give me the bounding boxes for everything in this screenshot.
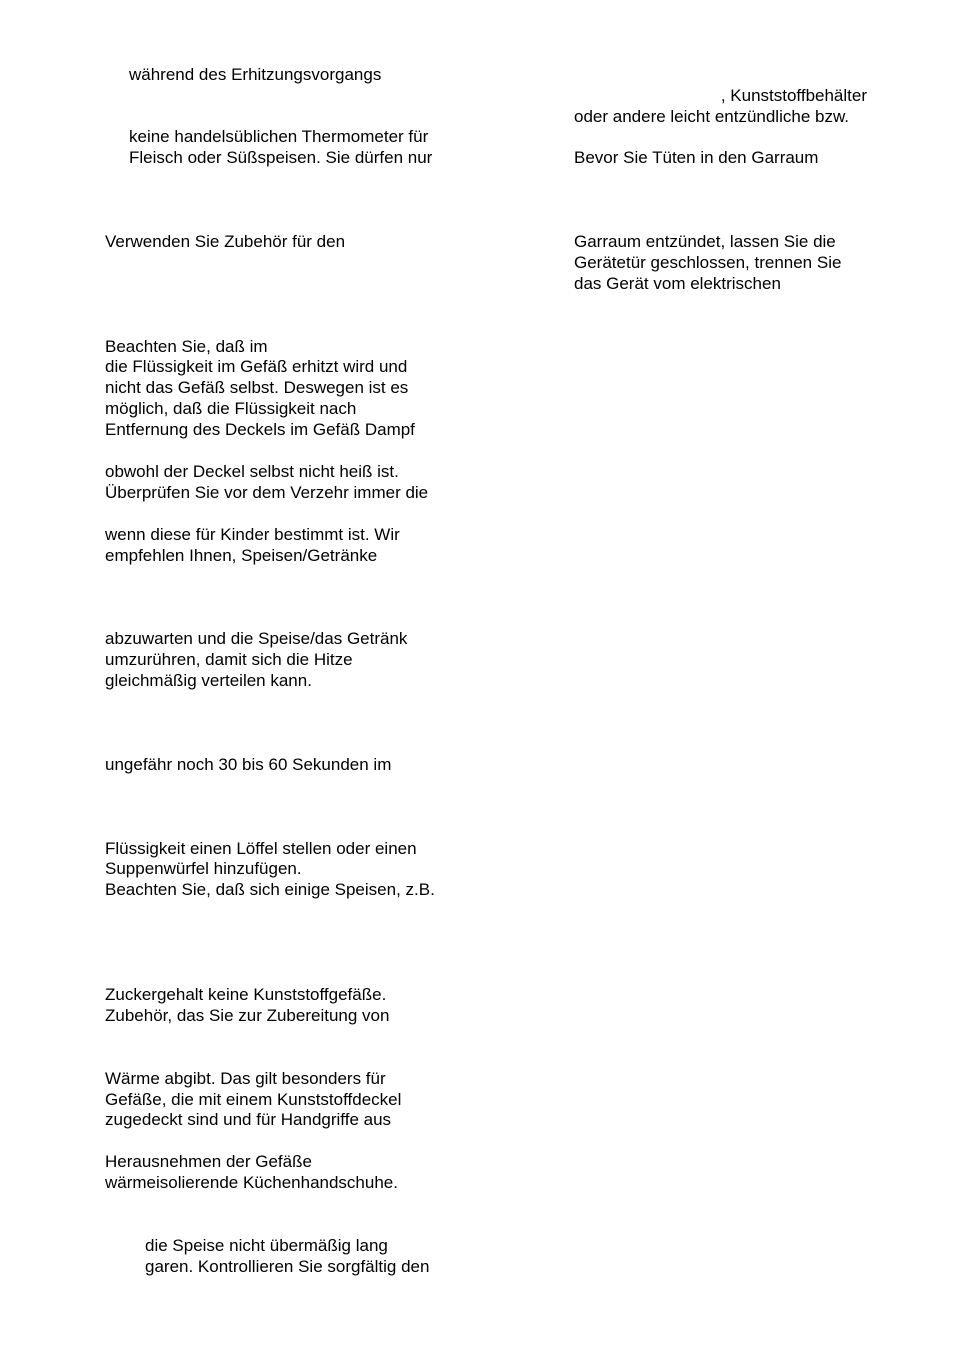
text-line: Zuckergehalt keine Kunststoffgefäße. (105, 985, 387, 1004)
text-line: Flüssigkeit einen Löffel stellen oder einen (105, 839, 417, 858)
text-line: Herausnehmen der Gefäße (105, 1152, 312, 1171)
text-line: die Speise nicht übermäßig lang (145, 1236, 388, 1255)
text-line: gleichmäßig verteilen kann. (105, 671, 312, 690)
text-line: Fleisch oder Süßspeisen. Sie dürfen nur (129, 148, 433, 167)
text-line: Wärme abgibt. Das gilt besonders für (105, 1069, 386, 1088)
text-line: Garraum entzündet, lassen Sie die (574, 232, 836, 251)
text-line: nicht das Gefäß selbst. Deswegen ist es (105, 378, 409, 397)
text-line: oder andere leicht entzündliche bzw. (574, 107, 850, 126)
text-line: Verwenden Sie Zubehör für den (105, 232, 346, 251)
text-line: keine handelsüblichen Thermometer für (129, 127, 429, 146)
text-line: abzuwarten und die Speise/das Getränk (105, 629, 408, 648)
text-line: während des Erhitzungsvorgangs (129, 65, 382, 84)
text-line: Überprüfen Sie vor dem Verzehr immer die (105, 483, 429, 502)
text-line: Gefäße, die mit einem Kunststoffdeckel (105, 1090, 402, 1109)
text-line: wenn diese für Kinder bestimmt ist. Wir (105, 525, 400, 544)
text-line: Suppenwürfel hinzufügen. (105, 859, 302, 878)
text-line: zugedeckt sind und für Handgriffe aus (105, 1110, 392, 1129)
text-line: wärmeisolierende Küchenhandschuhe. (105, 1173, 398, 1192)
text-line: möglich, daß die Flüssigkeit nach (105, 399, 357, 418)
text-line: Zubehör, das Sie zur Zubereitung von (105, 1006, 390, 1025)
text-line: garen. Kontrollieren Sie sorgfältig den (145, 1257, 430, 1276)
text-line: Gerätetür geschlossen, trennen Sie (574, 253, 842, 272)
text-line: Beachten Sie, daß sich einige Speisen, z.B. (105, 880, 435, 899)
text-line: das Gerät vom elektrischen (574, 274, 781, 293)
text-line: Bevor Sie Tüten in den Garraum (574, 148, 819, 167)
text-line: umzurühren, damit sich die Hitze (105, 650, 353, 669)
text-line: Entfernung des Deckels im Gefäß Dampf (105, 420, 415, 439)
text-line: die Flüssigkeit im Gefäß erhitzt wird und (105, 357, 408, 376)
text-line: ungefähr noch 30 bis 60 Sekunden im (105, 755, 392, 774)
text-line: Beachten Sie, daß im (105, 337, 268, 356)
text-line: , Kunststoffbehälter (720, 86, 867, 105)
text-line: empfehlen Ihnen, Speisen/Getränke (105, 546, 378, 565)
text-line: obwohl der Deckel selbst nicht heiß ist. (105, 462, 399, 481)
